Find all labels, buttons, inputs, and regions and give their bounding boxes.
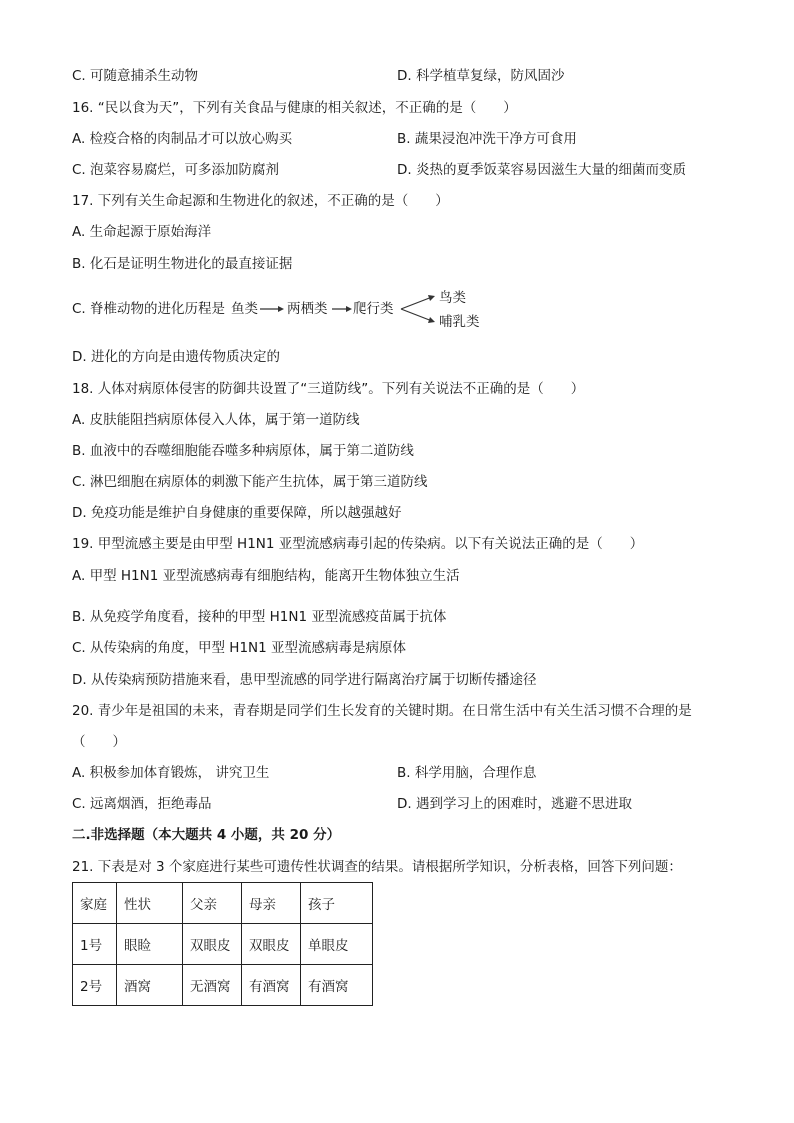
- table-header-cell: 母亲: [242, 883, 301, 924]
- q19-option-c: C. 从传染病的角度，甲型 H1N1 亚型流感病毒是病原体: [72, 640, 407, 656]
- q18-option-c: C. 淋巴细胞在病原体的刺激下能产生抗体，属于第三道防线: [72, 474, 428, 490]
- q16-option-a: A. 检疫合格的肉制品才可以放心购买: [72, 131, 293, 147]
- q20-option-b: B. 科学用脑，合理作息: [397, 765, 537, 781]
- table-cell: 2号: [73, 965, 117, 1006]
- table-cell: 1号: [73, 924, 117, 965]
- table-header-cell: 性状: [117, 883, 183, 924]
- q21-stem: 21. 下表是对 3 个家庭进行某些可遗传性状调查的结果。请根据所学知识，分析表格，回答下列问题：: [72, 859, 682, 875]
- evo-bird: 鸟类: [439, 290, 466, 306]
- evo-mammal: 哺乳类: [439, 314, 480, 330]
- q18-option-d: D. 免疫功能是维护自身健康的重要保障，所以越强越好: [72, 505, 402, 521]
- q17-option-c-prefix: C. 脊椎动物的进化历程是: [72, 301, 226, 317]
- q17-option-a: A. 生命起源于原始海洋: [72, 224, 212, 240]
- q20-option-d: D. 遇到学习上的困难时，逃避不思进取: [397, 796, 632, 812]
- evolution-diagram: [231, 286, 491, 332]
- q20-stem-cont: （ ）: [72, 734, 126, 750]
- table-header-cell: 家庭: [73, 883, 117, 924]
- table-cell: 酒窝: [117, 965, 183, 1006]
- q16-option-c: C. 泡菜容易腐烂，可多添加防腐剂: [72, 162, 280, 178]
- table-cell: 无酒窝: [183, 965, 242, 1006]
- arrow-icon: [331, 302, 353, 316]
- q18-stem: 18. 人体对病原体侵害的防御共设置了“三道防线”。下列有关说法不正确的是（ ）: [72, 381, 585, 397]
- q15-option-c: C. 可随意捕杀生动物: [72, 68, 199, 84]
- q17-stem: 17. 下列有关生命起源和生物进化的叙述，不正确的是（ ）: [72, 193, 449, 209]
- trait-survey-table: [72, 882, 373, 1006]
- evo-fish: 鱼类: [231, 301, 258, 317]
- table-cell: 有酒窝: [301, 965, 373, 1006]
- table-cell: 眼睑: [117, 924, 183, 965]
- q16-option-d: D. 炎热的夏季饭菜容易因滋生大量的细菌而变质: [397, 162, 686, 178]
- table-row: [73, 924, 373, 965]
- table-cell: 双眼皮: [242, 924, 301, 965]
- q17-option-b: B. 化石是证明生物进化的最直接证据: [72, 256, 293, 272]
- table-row: [73, 965, 373, 1006]
- q19-option-d: D. 从传染病预防措施来看，患甲型流感的同学进行隔离治疗属于切断传播途径: [72, 672, 537, 688]
- table-header-cell: 父亲: [183, 883, 242, 924]
- table-cell: 双眼皮: [183, 924, 242, 965]
- evo-reptile: 爬行类: [353, 301, 394, 317]
- q20-option-a: A. 积极参加体育锻炼， 讲究卫生: [72, 765, 270, 781]
- q16-option-b: B. 蔬果浸泡冲洗干净方可食用: [397, 131, 577, 147]
- q20-stem: 20. 青少年是祖国的未来，青春期是同学们生长发育的关键时期。在日常生活中有关生活习惯不合理的是: [72, 703, 692, 719]
- q16-stem: 16. “民以食为天”，下列有关食品与健康的相关叙述，不正确的是（ ）: [72, 100, 517, 116]
- table-cell: 有酒窝: [242, 965, 301, 1006]
- table-cell: 单眼皮: [301, 924, 373, 965]
- q20-option-c: C. 远离烟酒，拒绝毒品: [72, 796, 212, 812]
- arrow-icon: [259, 302, 285, 316]
- q19-option-a: A. 甲型 H1N1 亚型流感病毒有细胞结构，能离开生物体独立生活: [72, 568, 460, 584]
- evo-amphibian: 两栖类: [287, 301, 328, 317]
- q19-stem: 19. 甲型流感主要是由甲型 H1N1 亚型流感病毒引起的传染病。以下有关说法正确的是（ ）: [72, 536, 644, 552]
- table-header-cell: 孩子: [301, 883, 373, 924]
- q18-option-a: A. 皮肤能阻挡病原体侵入人体，属于第一道防线: [72, 412, 360, 428]
- section-title: 二.非选择题（本大题共 4 小题，共 20 分）: [72, 827, 341, 843]
- q17-option-d: D. 进化的方向是由遗传物质决定的: [72, 349, 280, 365]
- q15-option-d: D. 科学植草复绿，防风固沙: [397, 68, 565, 84]
- q19-option-b: B. 从免疫学角度看，接种的甲型 H1N1 亚型流感疫苗属于抗体: [72, 609, 447, 625]
- q18-option-b: B. 血液中的吞噬细胞能吞噬多种病原体，属于第二道防线: [72, 443, 414, 459]
- table-header-row: [73, 883, 373, 924]
- branch-arrow-icon: [399, 292, 437, 326]
